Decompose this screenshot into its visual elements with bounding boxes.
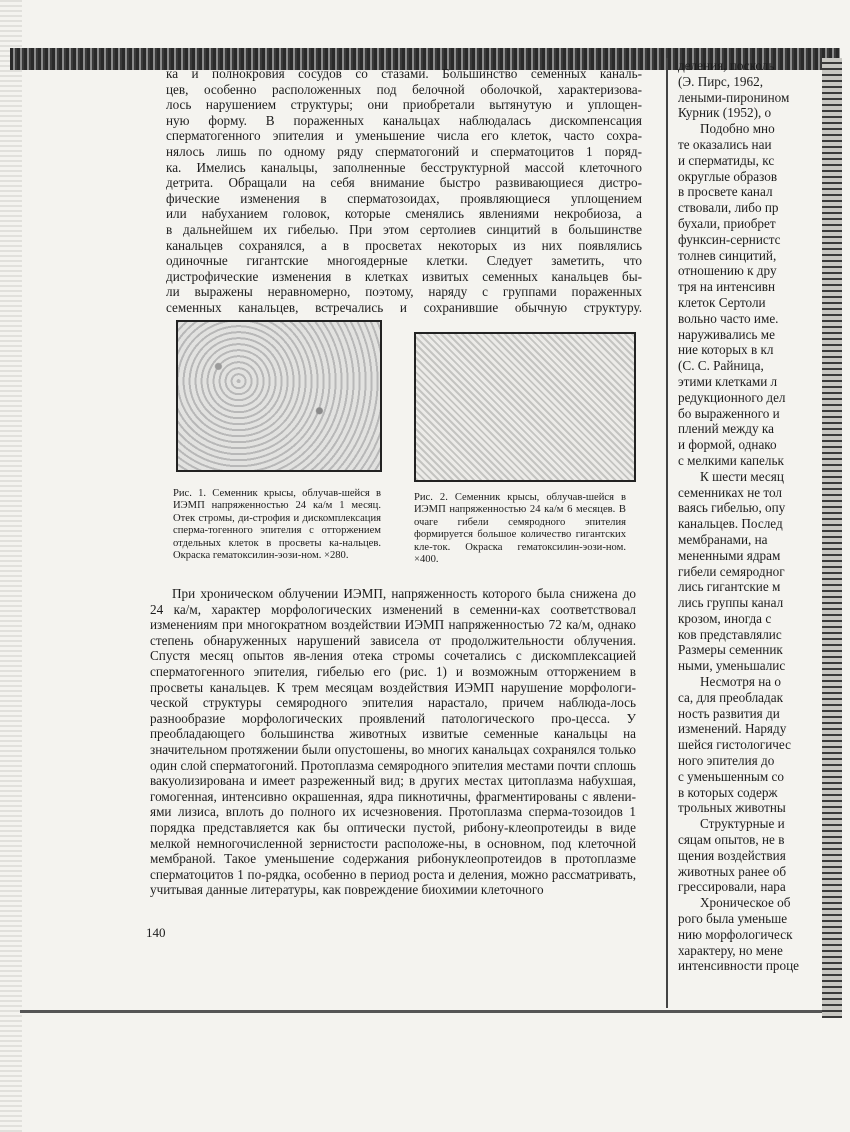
- right-column-line: с мелкими капельк: [678, 452, 784, 468]
- right-column-line: са, для преобладак: [678, 689, 783, 705]
- right-column-line: бо выраженного и: [678, 405, 780, 421]
- right-column-line: Хроническое об: [700, 895, 791, 911]
- right-column-line: канальцев. Послед: [678, 516, 783, 532]
- right-column-line: (С. С. Райница,: [678, 358, 764, 374]
- right-column-line: мембранами, на: [678, 531, 768, 547]
- right-column: [678, 58, 823, 974]
- right-column-line: в которых содерж: [678, 784, 778, 800]
- top-paragraph-line: или набуханием головок, которые сменялись явлениями некробиоза, а: [166, 206, 642, 222]
- right-column-line: грессировали, нара: [678, 879, 786, 895]
- right-column-line: ными, уменьшалис: [678, 658, 786, 674]
- right-column-line: ность развития ди: [678, 705, 780, 721]
- right-column-line: Несмотря на о: [700, 674, 782, 690]
- figure-1-caption: [173, 488, 381, 562]
- right-column-line: ного эпителия до: [678, 753, 775, 769]
- right-column-line: те оказались наи: [678, 136, 772, 152]
- right-column-line: леными-пиронином: [678, 89, 790, 105]
- right-column-line: щения воздействия: [678, 847, 786, 863]
- right-column-line: интенсивности проце: [678, 958, 800, 974]
- right-column-line: трольных животны: [678, 800, 786, 816]
- right-column-line: этими клетками л: [678, 373, 778, 389]
- scan-bottom-edge: [20, 1010, 840, 1013]
- right-column-line: шейся гистологичес: [678, 737, 791, 753]
- right-column-line: мененными ядрам: [678, 547, 781, 563]
- right-column-line: функсин-сернистс: [678, 231, 781, 247]
- top-paragraph-lines: [166, 66, 642, 316]
- top-paragraph-line: канальцев сохранялся, а в просветах некоторых из них появлялись: [166, 237, 642, 253]
- top-paragraph-line: цев, особенно расположенных под белочной оболочкой, характеризова-: [166, 81, 642, 97]
- top-paragraph-line: одиночные гигантские многоядерные клетки. Следует заметить, что: [166, 253, 642, 269]
- top-paragraph-line: ную форму. В пораженных канальцах наблюдалась дискомпенсация: [166, 112, 642, 128]
- figure-1-micrograph: [176, 320, 382, 472]
- right-column-line: крозом, иногда с: [678, 610, 772, 626]
- figure-2-caption: [414, 492, 626, 566]
- right-column-line: лись группы канал: [678, 595, 784, 611]
- right-column-line: Подобно мно: [700, 121, 775, 137]
- right-column-line: округлые образов: [678, 168, 778, 184]
- top-paragraph-line: в дальнейшем их гибелью. При этом сертолиев синцитий в большинстве: [166, 221, 642, 237]
- right-column-line: семенниках не тол: [678, 484, 782, 500]
- right-column-line: клеток Сертоли: [678, 294, 766, 310]
- right-column-line: изменений. Наряду: [678, 721, 787, 737]
- top-paragraph-line: детрита. Обращали на себя внимание быстро развивающиеся дистро-: [166, 175, 642, 191]
- right-column-line: наруживались ме: [678, 326, 775, 342]
- right-column-line: Курник (1952), о: [678, 105, 772, 121]
- right-column-line: и формой, однако: [678, 437, 777, 453]
- right-column-line: лись гигантские м: [678, 579, 781, 595]
- right-column-line: Структурные и: [700, 816, 785, 832]
- right-column-line: тря на интенсивн: [678, 279, 776, 295]
- figure-2-micrograph: [414, 332, 636, 482]
- right-column-line: сяцам опытов, не в: [678, 832, 785, 848]
- right-column-line: К шести месяц: [700, 468, 784, 484]
- right-column-line: (Э. Пирс, 1962,: [678, 73, 763, 89]
- right-column-line: характеру, но мене: [678, 942, 783, 958]
- bottom-paragraph: [150, 586, 636, 898]
- right-column-line: рого была уменьше: [678, 911, 788, 927]
- right-column-line: нию морфологическ: [678, 926, 793, 942]
- top-paragraph-line: семенных канальцев, встречались и сохранившие обычную структуру.: [166, 299, 642, 315]
- right-column-line: деления, посколь: [678, 58, 775, 73]
- right-column-line: и сперматиды, кс: [678, 152, 775, 168]
- figure-2-caption-text: Рис. 2. Семенник крысы, облучав-шейся в ИЭМП напряженностью 24 ка/м 6 месяцев. В очаге гибели семяродного эпителия формируется большое количество гигантских кле-ток. Окраска гематоксилин-эози-ном. ×400.: [414, 492, 626, 566]
- right-column-line: с уменьшенным со: [678, 768, 784, 784]
- right-column-line: отношению к дру: [678, 263, 777, 279]
- top-paragraph-line: ка и полнокровия сосудов со стазами. Большинство семенных каналь-: [166, 66, 642, 81]
- right-column-line: ваясь гибелью, опу: [678, 500, 786, 516]
- right-column-line: Размеры семенник: [678, 642, 783, 658]
- top-paragraph-line: ли выражены неравномерно, поэтому, наряду с группами пораженных: [166, 284, 642, 300]
- right-column-line: бухали, приобрет: [678, 215, 776, 231]
- top-paragraph-line: лось нарушением структуры; они приобретали вытянутую и уплощен-: [166, 97, 642, 113]
- right-column-line: гибели семяродног: [678, 563, 785, 579]
- page-number: 140: [146, 925, 166, 940]
- right-column-line: толнев синцитий,: [678, 247, 777, 263]
- top-paragraph-line: фические изменения в сперматозоидах, проявляющиеся уплощением: [166, 190, 642, 206]
- right-column-line: в просвете канал: [678, 184, 773, 200]
- figure-1-caption-text: Рис. 1. Семенник крысы, облучав-шейся в ИЭМП напряженностью 24 ка/м 1 месяц. Отек стромы, ди-строфия и дискомплексация сперма-тогенного эпителия с отторжением отдельных клеток в просветы ка-нальцев. Окраска гематоксилин-эози-ном. ×280.: [173, 488, 381, 562]
- right-column-line: редукционного дел: [678, 389, 786, 405]
- scan-edge-right: [822, 58, 842, 1018]
- bottom-paragraph-text: При хроническом облучении ИЭМП, напряженность которого была снижена до 24 ка/м, характер морфологических изменений в семенни-ках соответствовал изменениям при многократном воздействии ИЭМП напряженностью 72 ка/м, однако степень обнаруженных нарушений зависела от продолжительности облучения. Спустя месяц опытов яв-ления отека стромы сочетались с дискомплексацией сперматогенного эпителия, гибелью его (рис. 1) и возможным отторжением в просветы канальцев. К трем месяцам воздействия ИЭМП нарушение морфологи-ческой структуры семяродного эпителия нарастало, причем наблюда-лось разнообразие морфологических проявлений патологического про-цесса. У преобладающего большинства животных извитые семенные канальцы на значительном протяжении были опустошены, во многих канальцах сохранялся только один слой сперматогоний. Протоплазма семяродного эпителия местами почти сплошь вакуолизирована и имеет разреженный вид; в других местах цитоплазма набухшая, гомогенная, интенсивно окрашенная, ядра пикнотичны, фрагментированы с явлени-ями лизиса, вплоть до полного их исчезновения. Протоплазма сперма-тозоидов 1 порядка представляется как бы оптически пустой, рибону-клеопротеиды в виде мелкой немногочисленной зернистости расположе-ны, в основном, под клеточной мембраной. Такое уменьшение содержания рибонуклеопротеидов в протоплазме сперматоцитов 1 по-рядка, особенно в период роста и деления, можно рассматривать, учитывая данные литературы, как повреждение биохимии клеточного: [150, 586, 636, 898]
- top-paragraph-line: ка. Имелись канальцы, заполненные бесструктурной массой клеточного: [166, 159, 642, 175]
- right-column-lines: [678, 58, 823, 974]
- top-paragraph-line: нялось лишь по одному ряду сперматогоний и сперматоцитов 1 поряд-: [166, 143, 642, 159]
- top-paragraph: [166, 66, 642, 316]
- top-paragraph-line: сперматогенного эпителия и уменьшение числа его клеток, часто сохра-: [166, 128, 642, 144]
- right-column-line: ствовали, либо пр: [678, 200, 779, 216]
- right-column-line: животных ранее об: [678, 863, 787, 879]
- right-column-line: ние которых в кл: [678, 342, 774, 358]
- right-column-line: ков представлялис: [678, 626, 782, 642]
- right-column-line: плений между ка: [678, 421, 774, 437]
- top-paragraph-line: дистрофические изменения в клетках извитых семенных канальцев бы-: [166, 268, 642, 284]
- right-column-line: вольно часто име.: [678, 310, 779, 326]
